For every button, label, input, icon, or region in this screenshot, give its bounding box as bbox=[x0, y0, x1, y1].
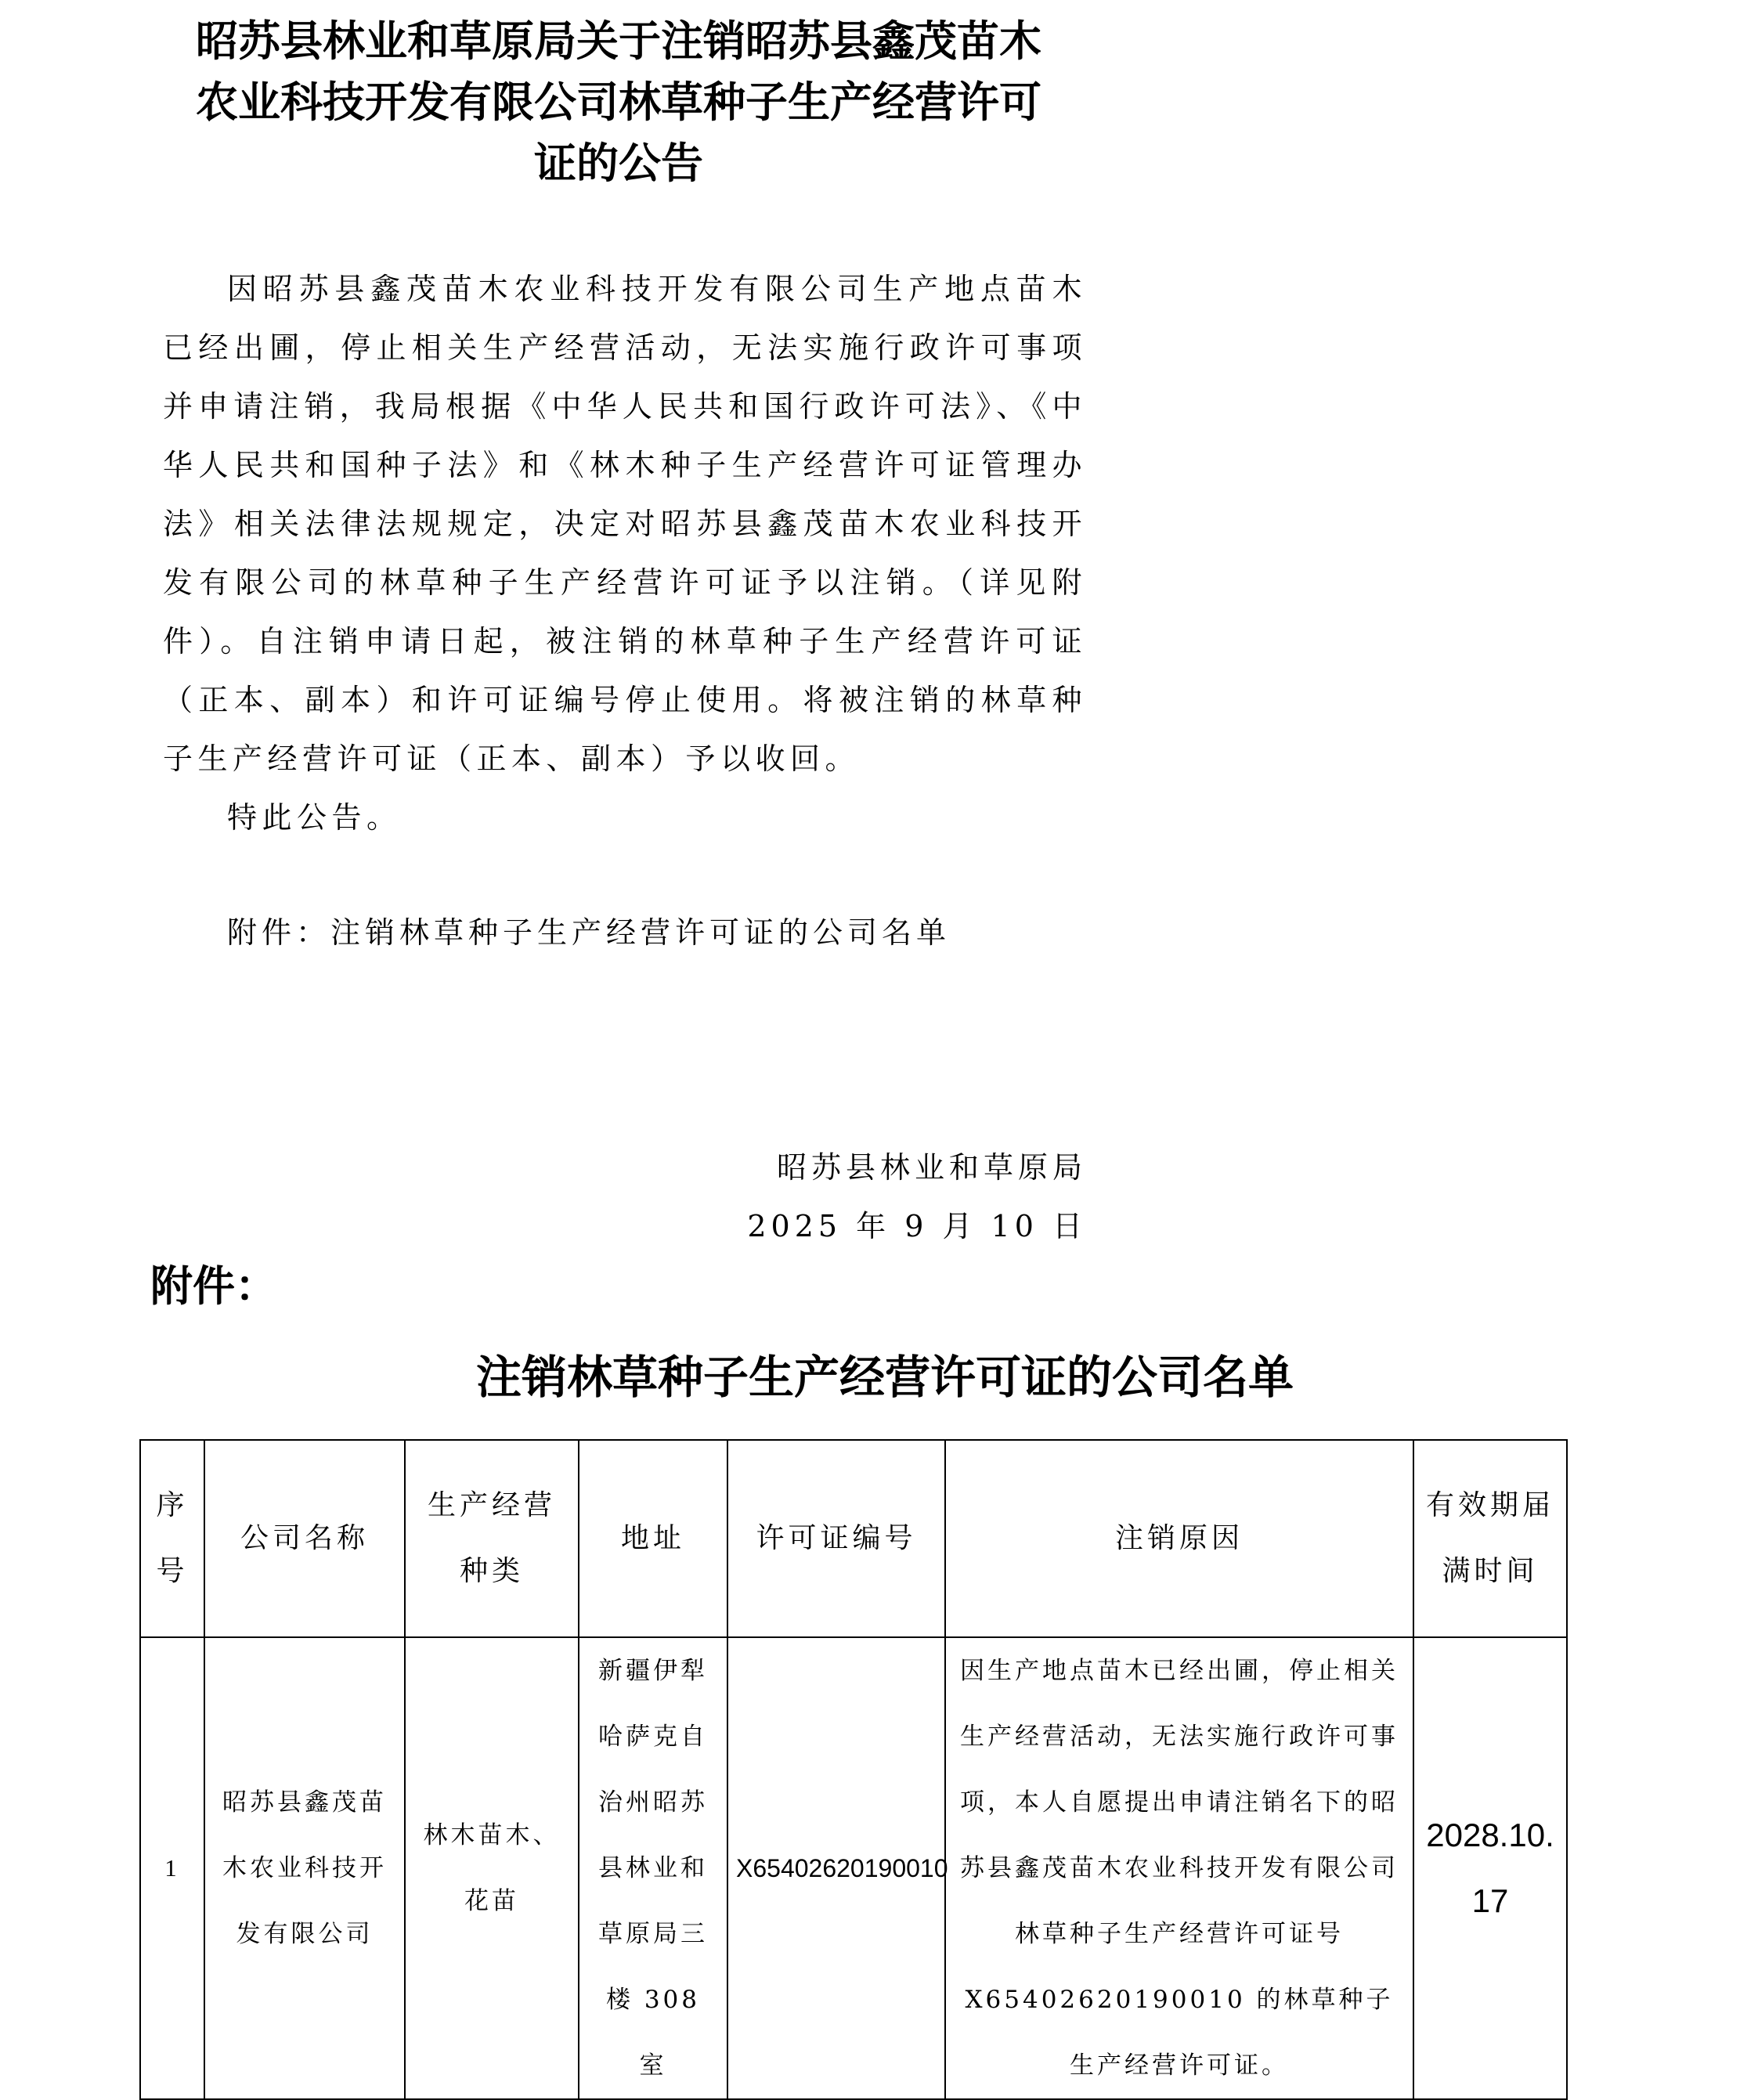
attachment-reference: 附件：注销林草种子生产经营许可证的公司名单 bbox=[227, 915, 951, 950]
notice-title-line: 证的公告 bbox=[534, 139, 703, 188]
notice-title-line: 昭苏县林业和草原局关于注销昭苏县鑫茂苗木 bbox=[196, 16, 1041, 66]
notice-title-line: 农业科技开发有限公司林草种子生产经营许可 bbox=[196, 78, 1041, 127]
header-company: 公司名称 bbox=[204, 1440, 405, 1637]
notice-body bbox=[163, 260, 1087, 847]
notice-title bbox=[125, 11, 1112, 194]
cell-reason: 因生产地点苗木已经出圃，停止相关生产经营活动，无法实施行政许可事项，本人自愿提出申请注销名下的昭苏县鑫茂苗木农业科技开发有限公司林草种子生产经营许可证号 X65402620190010 的林草种子生产经营许可证。 bbox=[945, 1637, 1413, 2099]
header-seq: 序号 bbox=[140, 1440, 204, 1637]
cell-permit-no: X65402620190010 bbox=[727, 1637, 945, 2099]
header-expiry: 有效期届满时间 bbox=[1413, 1440, 1567, 1637]
header-category: 生产经营种类 bbox=[405, 1440, 579, 1637]
signature-date: 2025 年 9 月 10 日 bbox=[747, 1209, 1087, 1243]
table-row bbox=[140, 1637, 1567, 2099]
header-reason: 注销原因 bbox=[945, 1440, 1413, 1637]
header-address: 地址 bbox=[579, 1440, 727, 1637]
annex-label: 附件： bbox=[150, 1261, 277, 1311]
table-header-row bbox=[140, 1440, 1567, 1637]
cell-address: 新疆伊犁哈萨克自治州昭苏县林业和草原局三楼 308 室 bbox=[579, 1637, 727, 2099]
annex-table-title: 注销林草种子生产经营许可证的公司名单 bbox=[475, 1351, 1294, 1404]
closing-statement: 特此公告。 bbox=[227, 800, 402, 835]
header-permit-no: 许可证编号 bbox=[727, 1440, 945, 1637]
cell-category: 林木苗木、花苗 bbox=[405, 1637, 579, 2099]
cell-expiry: 2028.10.17 bbox=[1413, 1637, 1567, 2099]
body-paragraph: 因昭苏县鑫茂苗木农业科技开发有限公司生产地点苗木已经出圃，停止相关生产经营活动，无法实施行政许可事项并申请注销，我局根据《中华人民共和国行政许可法》、《中华人民共和国种子法》和《林木种子生产经营许可证管理办法》相关法律法规规定，决定对昭苏县鑫茂苗木农业科技开发有限公司的林草种子生产经营许可证予以注销。（详见附件）。自注销申请日起，被注销的林草种子生产经营许可证（正本、副本）和许可证编号停止使用。将被注销的林草种子生产经营许可证（正本、副本）予以收回。 bbox=[163, 272, 1087, 776]
signature-organization: 昭苏县林业和草原局 bbox=[776, 1150, 1087, 1185]
cell-company: 昭苏县鑫茂苗木农业科技开发有限公司 bbox=[204, 1637, 405, 2099]
cell-seq: 1 bbox=[140, 1637, 204, 2099]
revoked-companies-table bbox=[139, 1439, 1568, 2100]
